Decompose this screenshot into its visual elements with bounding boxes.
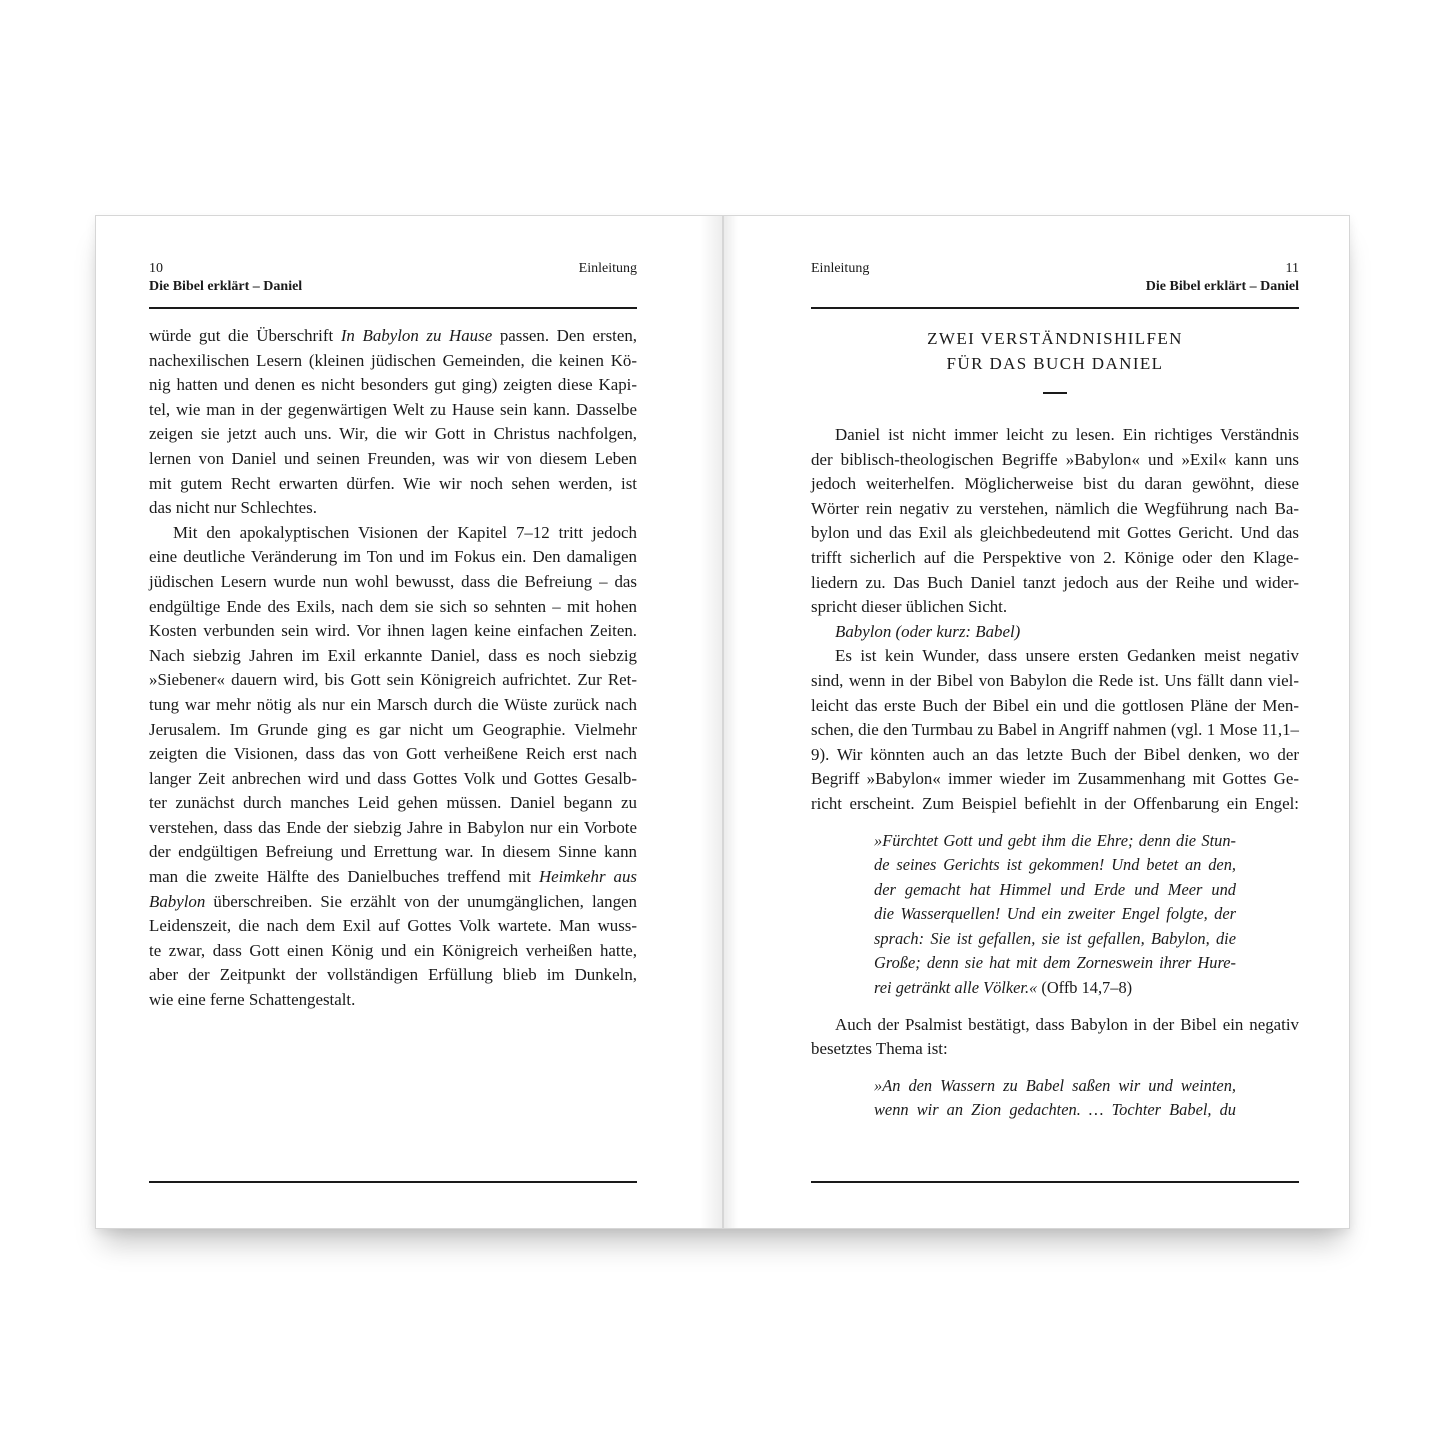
text-line [811, 620, 1299, 645]
text-line [811, 571, 1299, 596]
text-line [149, 595, 637, 620]
text-run: wie eine ferne Schattengestalt. [149, 990, 356, 1010]
text-run: Babylon (oder kurz: Babel) [835, 621, 1021, 641]
page-number: 11 [1285, 261, 1299, 276]
text-run: das nicht nur Schlechtes. [149, 498, 317, 518]
text-line [149, 324, 637, 349]
text-line [149, 496, 637, 521]
text-run: der endgültigen Befreiung und Errettung war. In diesem Sinne kann [149, 842, 637, 862]
text-run: lernen von Daniel und seinen Freunden, was wir von diesem Leben [149, 448, 637, 468]
text-run: der gemacht hat Himmel und Erde und Meer und [874, 879, 1236, 899]
text-run: leicht das erste Buch der Bibel ein und die gottlosen Pläne der Men- [811, 695, 1299, 715]
text-line [811, 669, 1299, 694]
block-quote [874, 829, 1236, 1001]
text-run: Jerusalem. Im Grunde ging es gar nicht um Geographie. Vielmehr [149, 719, 637, 739]
text-line [811, 546, 1299, 571]
text-run: zeigen sie jetzt auch uns. Wir, die wir Gott in Christus nachfolgen, [149, 424, 637, 444]
text-line [149, 521, 637, 546]
text-line [874, 902, 1236, 927]
text-line [149, 865, 637, 890]
text-run: tel, wie man in der gegenwärtigen Welt zu Hause sein kann. Dasselbe [149, 399, 637, 419]
text-line [811, 718, 1299, 743]
text-line [149, 570, 637, 595]
text-run: Heimkehr aus [538, 867, 637, 887]
text-line [149, 349, 637, 374]
chapter-heading [811, 326, 1299, 376]
text-run: Nach siebzig Jahren im Exil erkannte Daniel, dass es noch siebzig [149, 645, 637, 665]
running-header [811, 260, 1299, 308]
text-run: bylon und das Exil als gleichbedeutend mit Gottes Gericht. Und das [811, 523, 1299, 543]
text-line [149, 545, 637, 570]
text-line [149, 472, 637, 497]
text-run: Begriff »Babylon« immer wieder im Zusammenhang mit Gottes Ge- [811, 769, 1299, 789]
header-rule [811, 307, 1299, 309]
text-run: te zwar, dass Gott einen König und ein Königreich verheißen hatte, [149, 940, 637, 960]
text-line [811, 423, 1299, 448]
text-line [811, 497, 1299, 522]
text-run: wenn wir an Zion gedachten. … Tochter Babel, du [874, 1100, 1236, 1120]
text-run: würde gut die Überschrift [149, 326, 341, 345]
text-line [874, 951, 1236, 976]
text-run: schen, die den Turmbau zu Babel in Angriff nahmen (vgl. 1 Mose 11,1– [811, 720, 1299, 740]
text-run: Mit den apokalyptischen Visionen der Kapitel 7–12 tritt jedoch [173, 522, 637, 542]
text-run: liedern zu. Das Buch Daniel tanzt jedoch aus der Reihe und wider- [811, 572, 1299, 592]
book-title: Die Bibel erklärt – Daniel [149, 279, 303, 294]
text-run: man die zweite Hälfte des Danielbuches treffend mit [149, 867, 539, 887]
heading-line: ZWEI VERSTÄNDNISHILFEN [927, 329, 1183, 348]
text-run: In Babylon zu Hause [340, 326, 493, 345]
text-line [149, 422, 637, 447]
text-run: Daniel ist nicht immer leicht zu lesen. Ein richtiges Verständnis [835, 425, 1299, 444]
text-line [874, 853, 1236, 878]
text-run: Kosten verbunden sein wird. Vor ihnen lagen keine einfachen Zeiten. [149, 621, 637, 641]
block-quote [874, 1074, 1236, 1123]
text-run: jedoch weiterhelfen. Möglicherweise bist du daran gewöhnt, diese [811, 474, 1299, 494]
text-line [811, 472, 1299, 497]
heading-ornament-rule [1043, 392, 1067, 394]
text-line [811, 1037, 1299, 1062]
text-line [149, 742, 637, 767]
text-line [811, 743, 1299, 768]
text-line [149, 668, 637, 693]
text-line [811, 694, 1299, 719]
text-line [149, 767, 637, 792]
text-run: »Siebener« dauern wird, bis Gott sein Königreich aufrichtet. Zur Ret- [149, 670, 637, 690]
text-line [811, 1013, 1299, 1038]
text-run: nig hatten und denen es nicht besonders gut ging) zeigten diese Kapi- [149, 375, 637, 395]
text-line [874, 1098, 1236, 1123]
text-line [811, 792, 1299, 817]
text-line [149, 718, 637, 743]
text-run: »An den Wassern zu Babel saßen wir und weinten, [874, 1075, 1236, 1095]
body-text [811, 423, 1299, 1135]
text-line [149, 890, 637, 915]
text-line [149, 619, 637, 644]
running-header [149, 260, 637, 308]
text-line [149, 791, 637, 816]
heading-line: FÜR DAS BUCH DANIEL [946, 354, 1164, 373]
left-page [95, 215, 723, 1229]
text-run: de seines Gerichts ist gekommen! Und betet an den, [874, 855, 1236, 875]
book-spread [95, 215, 1350, 1229]
text-run: ter zunächst durch manches Leid gehen müssen. Daniel begann zu [149, 793, 637, 813]
text-line [149, 840, 637, 865]
text-run: eine deutliche Veränderung im Ton und im Fokus ein. Den damaligen [149, 547, 637, 567]
gutter-shadow [700, 216, 722, 1228]
text-run: richt erscheint. Zum Beispiel befiehlt in der Offenbarung ein Engel: [811, 793, 1299, 813]
text-run: Große; denn sie hat mit dem Zorneswein ihrer Hure- [874, 953, 1236, 973]
book-title: Die Bibel erklärt – Daniel [1145, 279, 1299, 294]
text-run: besetztes Thema ist: [811, 1039, 948, 1059]
text-line [149, 988, 637, 1013]
header-rule [149, 307, 637, 309]
text-run: überschreiben. Sie erzählt von der unumgänglichen, langen [205, 891, 637, 911]
paragraph-block [811, 423, 1299, 817]
text-line [874, 927, 1236, 952]
footer-rule [149, 1181, 637, 1183]
text-run: passen. Den ersten, [492, 326, 637, 345]
text-line [874, 878, 1236, 903]
text-line [811, 767, 1299, 792]
paragraph-block [811, 1013, 1299, 1062]
section-name: Einleitung [578, 261, 637, 276]
text-run: trifft sicherlich auf die Perspektive von 2. Könige oder den Klage- [811, 547, 1299, 567]
text-run: aber der Zeitpunkt der vollständigen Erfüllung blieb im Dunkeln, [149, 965, 637, 985]
text-run: der biblisch-theologischen Begriffe »Babylon« und »Exil« kann uns [811, 449, 1299, 469]
text-line [874, 829, 1236, 854]
text-run: jüdischen Lesern wurde nun wohl bewusst, dass die Befreiung – das [149, 571, 637, 591]
section-name: Einleitung [811, 261, 870, 276]
text-run: spricht dieser üblichen Sicht. [811, 597, 1008, 617]
text-line [149, 447, 637, 472]
text-run: Leidenszeit, die nach dem Exil auf Gottes Volk wartete. Man wuss- [149, 916, 637, 936]
text-run: nachexilischen Lesern (kleinen jüdischen Gemeinden, die keinen Kö- [149, 350, 637, 370]
text-line [811, 448, 1299, 473]
text-line [149, 963, 637, 988]
text-run: Babylon [149, 891, 206, 911]
text-line [149, 373, 637, 398]
text-run: die Wasserquellen! Und ein zweiter Engel folgte, der [874, 904, 1236, 924]
text-run: rei getränkt alle Völker.« [874, 978, 1038, 998]
text-line [149, 914, 637, 939]
text-line [149, 939, 637, 964]
text-run: »Fürchtet Gott und gebt ihm die Ehre; denn die Stun- [874, 830, 1236, 850]
text-run: sprach: Sie ist gefallen, sie ist gefallen, Babylon, die [874, 928, 1236, 948]
text-line [149, 398, 637, 423]
text-line [874, 1074, 1236, 1099]
text-line [149, 816, 637, 841]
text-run: verstehen, dass das Ende der siebzig Jahre in Babylon nur ein Vorbote [149, 817, 637, 837]
text-run: 9). Wir könnten auch an das letzte Buch der Bibel denken, wo der [811, 744, 1299, 764]
text-line [811, 644, 1299, 669]
text-run: langer Zeit anbrechen wird und dass Gottes Volk und Gottes Gesalb- [149, 768, 637, 788]
right-page [723, 215, 1350, 1229]
text-run: Wörter rein negativ zu verstehen, nämlich die Wegführung nach Ba- [811, 498, 1299, 518]
text-line [874, 976, 1236, 1001]
text-run: endgültige Ende des Exils, nach dem sie sich so sehnten – mit hohen [149, 596, 637, 616]
text-run: sind, wenn in der Bibel von Babylon die Rede ist. Uns fällt dann viel- [811, 670, 1299, 690]
footer-rule [811, 1181, 1299, 1183]
text-line [149, 693, 637, 718]
text-run: (Offb 14,7–8) [1037, 978, 1133, 998]
text-line [811, 521, 1299, 546]
text-line [811, 595, 1299, 620]
body-text [149, 324, 637, 1013]
gutter-shadow [724, 216, 738, 1228]
text-run: mit gutem Recht erwarten dürfen. Wie wir noch sehen werden, ist [149, 473, 637, 493]
text-run: Auch der Psalmist bestätigt, dass Babylon in der Bibel ein negativ [835, 1014, 1299, 1034]
text-run: tung war mehr nötig als nur ein Marsch durch die Wüste zurück nach [149, 694, 637, 714]
text-run: Es ist kein Wunder, dass unsere ersten Gedanken meist negativ [835, 646, 1299, 666]
page-number: 10 [149, 261, 163, 276]
text-line [149, 644, 637, 669]
text-run: zeigten die Visionen, dass das von Gott verheißene Reich erst nach [149, 744, 637, 764]
